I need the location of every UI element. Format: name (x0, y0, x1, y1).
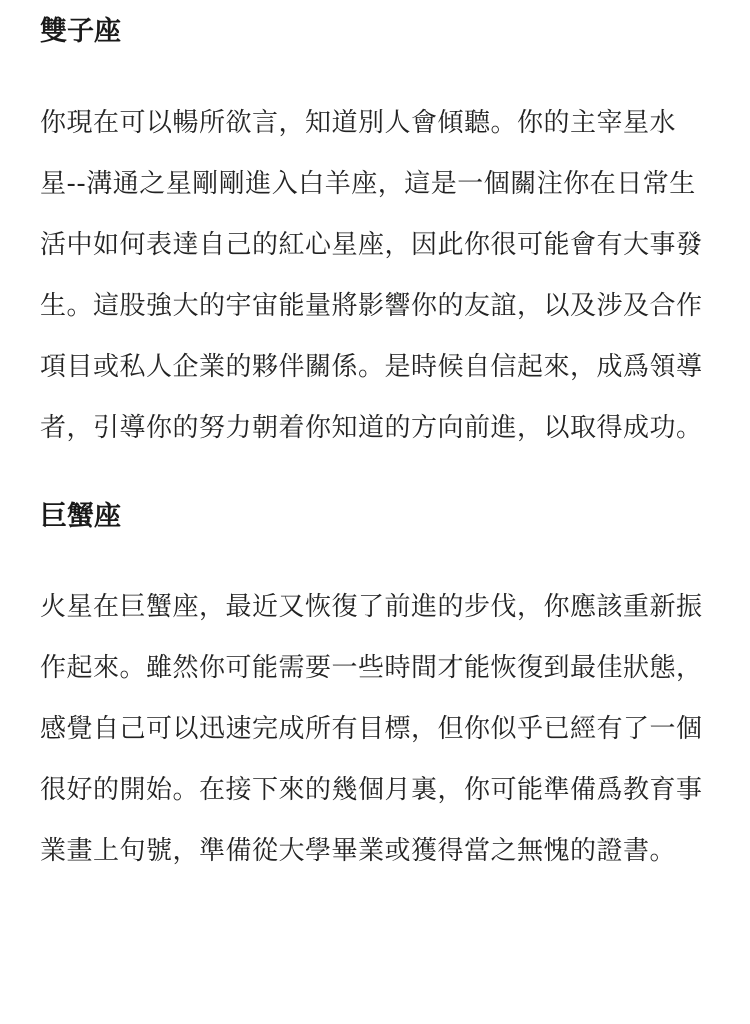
section-heading-gemini: 雙子座 (40, 16, 121, 47)
section-cancer (40, 499, 710, 882)
section-body-cancer: 火星在巨蟹座，最近又恢復了前進的步伐，你應該重新振作起來。雖然你可能需要一些時間才能恢復到最佳狀態，感覺自己可以迅速完成所有目標，但你似乎已經有了一個很好的開始。在接下來的幾個月裏，你可能準備爲教育事業畫上句號，準備從大學畢業或獲得當之無愧的證書。 (40, 592, 703, 866)
section-heading-cancer: 巨蟹座 (40, 501, 121, 532)
section-gemini (40, 0, 710, 459)
section-body-gemini: 你現在可以暢所欲言，知道別人會傾聽。你的主宰星水星--溝通之星剛剛進入白羊座，這是一個關注你在日常生活中如何表達自己的紅心星座，因此你很可能會有大事發生。這股強大的宇宙能量將影響你的友誼，以及涉及合作項目或私人企業的夥伴關係。是時候自信起來，成爲領導者，引導你的努力朝着你知道的方向前進，以取得成功。 (40, 108, 703, 443)
